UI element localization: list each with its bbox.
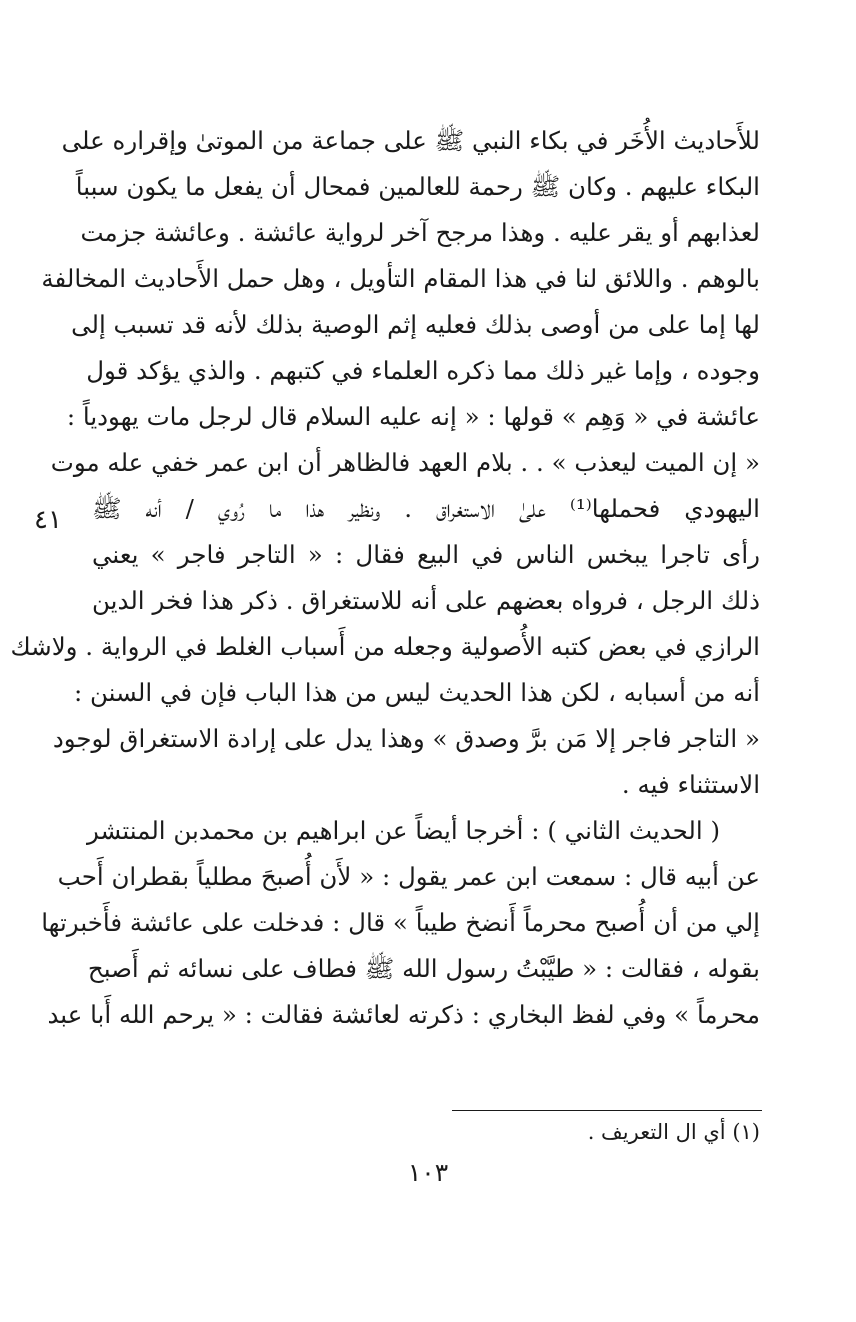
- text-line: وجوده ، وإما غير ذلك مما ذكره العلماء في كتبهم . والذي يؤكد قول: [86, 356, 760, 385]
- text-line: ذلك الرجل ، فرواه بعضهم على أنه للاستغراق . ذكر هذا فخر الدين: [92, 586, 760, 615]
- text-line: اليهودي فحملها⁽¹⁾ علىٰ الاستغراق . ونظير هذا ما رُوي / أنه ﷺ: [92, 494, 760, 523]
- text-line: للأَحاديث الأُخَر في بكاء النبي ﷺ على جماعة من الموتىٰ وإقراره على: [61, 126, 760, 155]
- text-line: عائشة في « وَهِم » قولها : « إنه عليه السلام قال لرجل مات يهودياً :: [66, 402, 760, 431]
- text-line: ( الحديث الثاني ) : أخرجا أيضاً عن ابراهيم بن محمدبن المنتشر: [87, 816, 720, 845]
- text-line: لعذابهم أو يقر عليه . وهذا مرجح آخر لرواية عائشة . وعائشة جزمت: [80, 218, 760, 247]
- text-line: البكاء عليهم . وكان ﷺ رحمة للعالمين فمحال أن يفعل ما يكون سبباً: [75, 172, 760, 201]
- marginal-page-reference: ٤١: [34, 505, 62, 535]
- text-line: « إن الميت ليعذب » . . بلام العهد فالظاهر أن ابن عمر خفي عله موت: [50, 448, 760, 477]
- text-line: محرماً » وفي لفظ البخاري : ذكرته لعائشة فقالت : « يرحم الله أَبا عبد: [47, 1000, 760, 1029]
- text-line: الاستثناء فيه .: [621, 770, 760, 799]
- text-line: بقوله ، فقالت : « طيَّبْتُ رسول الله ﷺ فطاف على نسائه ثم أَصبح: [87, 954, 760, 983]
- page-number: ١٠٣: [407, 1158, 449, 1187]
- footnote-separator: [452, 1110, 762, 1111]
- text-line: رأى تاجرا يبخس الناس في البيع فقال : « التاجر فاجر » يعني: [92, 540, 760, 569]
- text-line: « التاجر فاجر إلا مَن برَّ وصدق » وهذا يدل على إرادة الاستغراق لوجود: [52, 724, 760, 753]
- footnote: (١) أي ال التعريف .: [587, 1120, 760, 1144]
- text-line: بالوهم . واللائق لنا في هذا المقام التأويل ، وهل حمل الأَحاديث المخالفة: [41, 264, 760, 293]
- text-line: الرازي في بعض كتبه الأُصولية وجعله من أَسباب الغلط في الرواية . ولاشك: [10, 632, 760, 661]
- text-line: عن أبيه قال : سمعت ابن عمر يقول : « لأَن أُصبحَ مطلياً بقطران أَحب: [57, 862, 760, 891]
- text-line: إلي من أن أُصبح محرماً أَنضخ طيباً » قال : فدخلت على عائشة فأَخبرتها: [41, 908, 760, 937]
- text-line: لها إما على من أوصى بذلك فعليه إثم الوصية بذلك لأنه قد تسبب إلى: [71, 310, 760, 339]
- text-line: أنه من أسبابه ، لكن هذا الحديث ليس من هذا الباب فإن في السنن :: [73, 678, 760, 707]
